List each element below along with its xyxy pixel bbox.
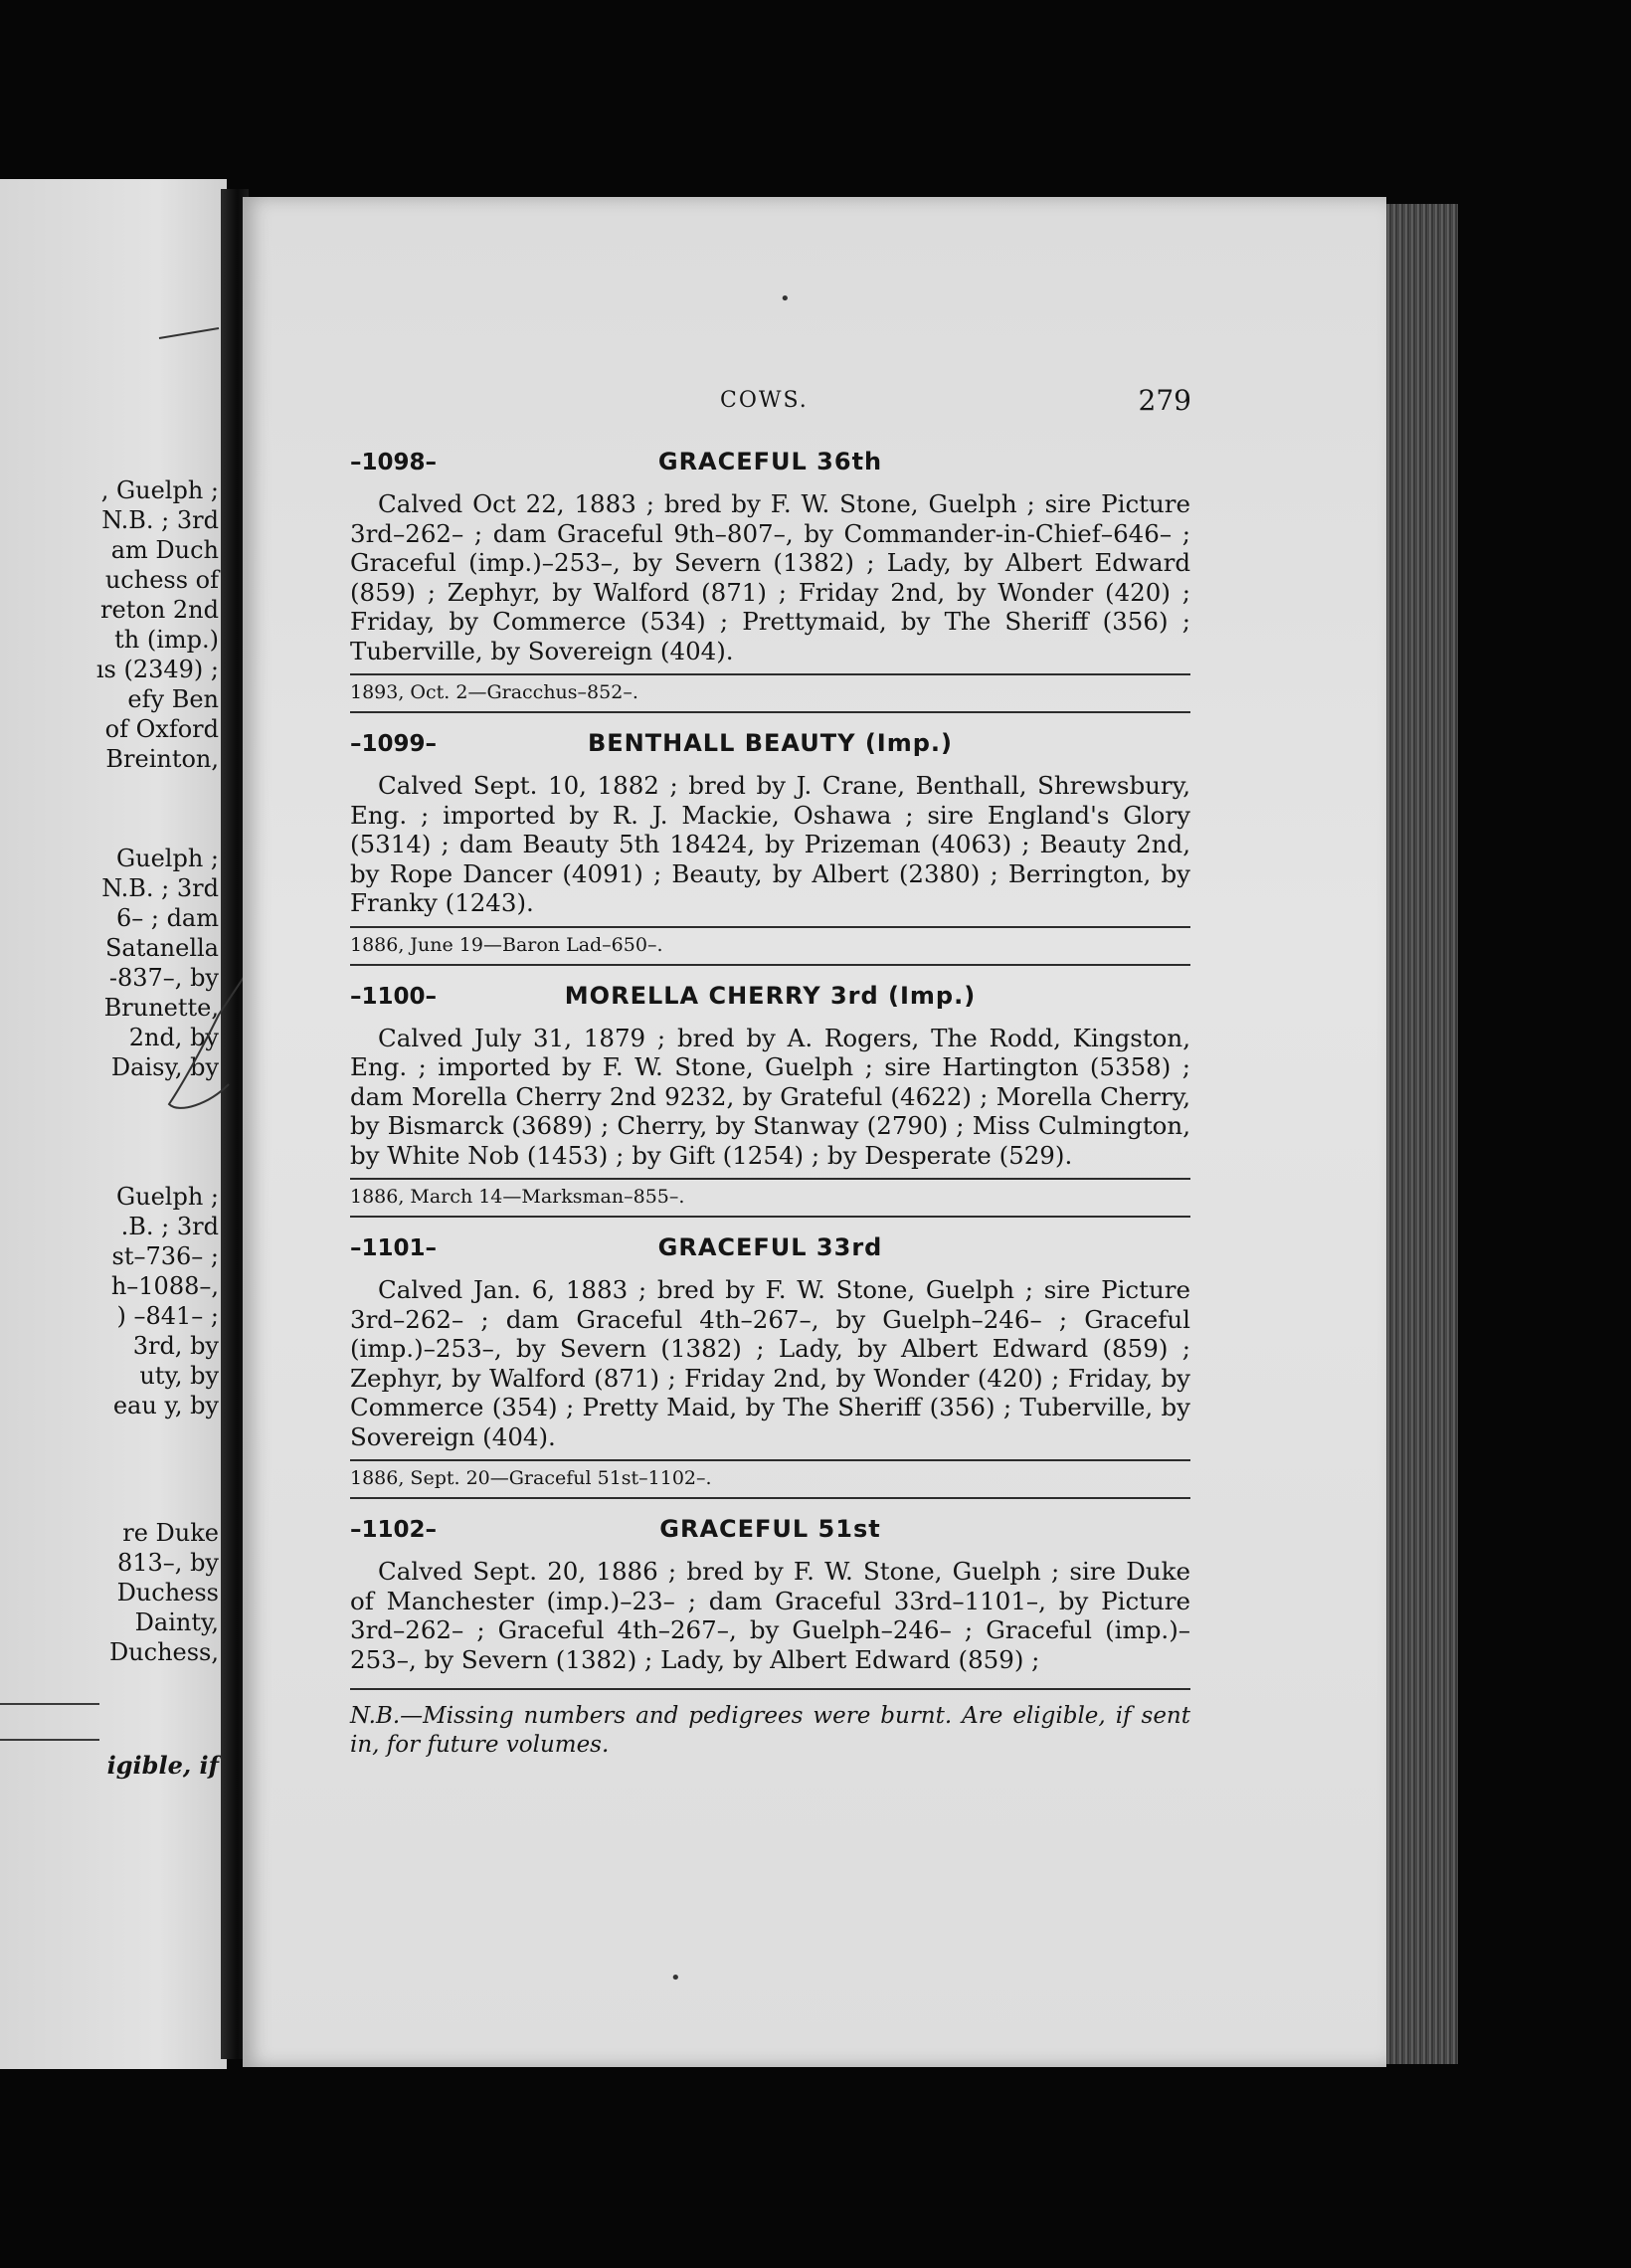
running-head: COWS. (720, 388, 809, 413)
left-page-line: Guelph ; (115, 845, 219, 872)
left-page-line: Duchess (116, 1579, 219, 1606)
stray-mark: • (670, 1968, 681, 1988)
entry-heading (350, 444, 1190, 487)
left-page-line: ıs (2349) ; (95, 656, 219, 683)
left-page-line: .B. ; 3rd (120, 1213, 219, 1240)
left-page-line: h–1088–, (110, 1272, 219, 1300)
left-page-line: , Guelph ; (100, 476, 219, 504)
left-page-line: eau y, by (112, 1392, 219, 1419)
herd-book-entry (350, 978, 1190, 1219)
entry-pedigree: Calved Jan. 6, 1883 ; bred by F. W. Stone, Guelph ; sire Picture 3rd–262– ; dam Graceful 4th–267–, by Guelph–246– ; Graceful (imp.)–253–, by Severn (1382) ; Lady, by Albert Edward (859) ; Zephyr, by Walford (871) ; Friday 2nd, by Wonder (420) ; Friday, by Commerce (354) ; Pretty Maid, by The Sheriff (356) ; Tuberville, by Sovereign (404). (350, 1275, 1190, 1451)
entry-offspring: 1893, Oct. 2—Gracchus–852–. (350, 673, 1190, 713)
left-page-line: st–736– ; (111, 1242, 219, 1270)
entry-name: GRACEFUL 33rd (657, 1233, 883, 1261)
left-page-line: N.B. ; 3rd (101, 874, 219, 902)
left-page-rule (0, 1739, 99, 1741)
left-page-line: re Duke (122, 1519, 219, 1547)
left-page-line: efy Ben (127, 685, 219, 713)
left-page-line: igible, if (106, 1751, 219, 1780)
left-page-rule (0, 1703, 99, 1705)
entry-name: MORELLA CHERRY 3rd (Imp.) (564, 981, 977, 1010)
entry-pedigree: Calved Oct 22, 1883 ; bred by F. W. Stone, Guelph ; sire Picture 3rd–262– ; dam Graceful 9th–807–, by Commander-in-Chief–646– ; Graceful (imp.)–253–, by Severn (1382) ; Lady, by Albert Edward (859) ; Zephyr, by Walford (871) ; Friday 2nd, by Wonder (420) ; Friday, by Commerce (534) ; Prettymaid, by The Sheriff (356) ; Tuberville, by Sovereign (404). (350, 489, 1190, 665)
left-page-line: 2nd, by (128, 1024, 219, 1051)
entry-heading (350, 978, 1190, 1022)
left-page-line: reton 2nd (100, 596, 219, 624)
herd-book-entry (350, 1229, 1190, 1499)
entry-name: GRACEFUL 51st (659, 1515, 881, 1543)
entry-number: –1099– (350, 731, 438, 757)
entry-number: –1100– (350, 983, 438, 1010)
page-edges (1386, 204, 1458, 2064)
entry-offspring: 1886, Sept. 20—Graceful 51st–1102–. (350, 1459, 1190, 1499)
entry-pedigree: Calved Sept. 10, 1882 ; bred by J. Crane, Benthall, Shrewsbury, Eng. ; imported by R. J. Mackie, Oshawa ; sire England's Glory (5314) ; dam Beauty 5th 18424, by Prizeman (4063) ; Beauty 2nd, by Rope Dancer (4091) ; Beauty, by Albert (2380) ; Berrington, by Franky (1243). (350, 771, 1190, 917)
entry-heading (350, 725, 1190, 769)
left-page-line: of Oxford (104, 715, 219, 743)
left-page-line: 3rd, by (132, 1332, 219, 1360)
entry-pedigree: Calved Sept. 20, 1886 ; bred by F. W. Stone, Guelph ; sire Duke of Manchester (imp.)–23– ; dam Graceful 33rd–1101–, by Picture 3rd–262– ; Graceful 4th–267–, by Guelph–246– ; Graceful (imp.)–253–, by Severn (1382) ; Lady, by Albert Edward (859) ; (350, 1557, 1190, 1674)
herd-book-entry (350, 1511, 1190, 1674)
entry-name: GRACEFUL 36th (657, 448, 883, 475)
entry-name: BENTHALL BEAUTY (Imp.) (587, 729, 954, 757)
left-page-line: N.B. ; 3rd (101, 506, 219, 534)
left-page-line: uchess of (104, 566, 219, 594)
left-page-line: Breinton, (105, 745, 219, 773)
main-page (243, 197, 1386, 2067)
herd-book-entry (350, 444, 1190, 713)
stray-mark: • (780, 288, 791, 309)
left-page-line: Duchess, (108, 1638, 219, 1666)
entry-heading (350, 1511, 1190, 1555)
left-page-line: Satanella (104, 934, 219, 962)
footnote: N.B.—Missing numbers and pedigrees were burnt. Are eligible, if sent in, for future volumes. (350, 1688, 1190, 1760)
entry-number: –1098– (350, 450, 438, 475)
entry-number: –1102– (350, 1517, 438, 1543)
left-page-line: Daisy, by (110, 1053, 219, 1081)
left-page-line: th (imp.) (114, 626, 219, 654)
left-page-line: 6– ; dam (115, 904, 219, 932)
left-page-line: ) –841– ; (116, 1302, 219, 1330)
left-page-line: 813–, by (117, 1549, 219, 1577)
entry-pedigree: Calved July 31, 1879 ; bred by A. Rogers, The Rodd, Kingston, Eng. ; imported by F. W. Stone, Guelph ; sire Hartington (5358) ; dam Morella Cherry 2nd 9232, by Grateful (4622) ; Morella Cherry, by Bismarck (3689) ; Cherry, by Stanway (2790) ; Miss Culmington, by White Nob (1453) ; by Gift (1254) ; by Desperate (529). (350, 1023, 1190, 1170)
left-page-line: -837–, by (108, 964, 219, 992)
herd-book-entries (350, 432, 1190, 1760)
herd-book-entry (350, 725, 1190, 966)
entry-number: –1101– (350, 1235, 438, 1261)
entry-offspring: 1886, March 14—Marksman–855–. (350, 1178, 1190, 1218)
left-page-line: Dainty, (134, 1608, 219, 1636)
left-page-line: Brunette, (103, 994, 219, 1022)
left-page-line: uty, by (139, 1362, 219, 1390)
page-number: 279 (1138, 384, 1191, 417)
left-page-line: Guelph ; (115, 1183, 219, 1211)
entry-heading (350, 1229, 1190, 1273)
entry-offspring: 1886, June 19—Baron Lad–650–. (350, 926, 1190, 966)
left-page-line: am Duch (110, 536, 219, 564)
